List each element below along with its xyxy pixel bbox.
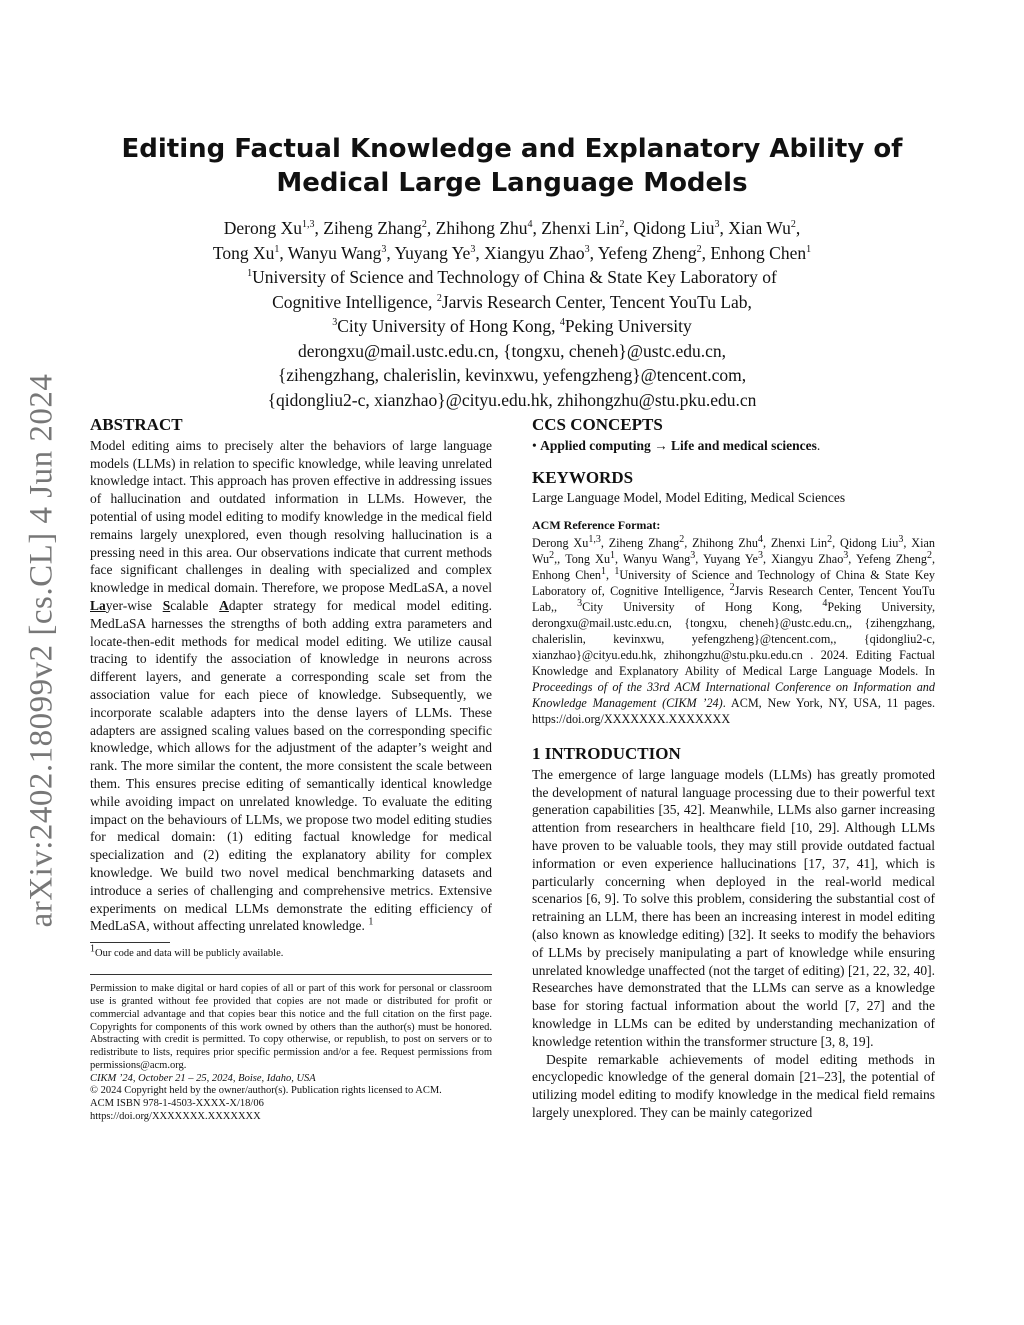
keywords-heading: KEYWORDS (532, 467, 634, 487)
footnote-rule (90, 942, 170, 943)
email-line-1: derongxu@mail.ustc.edu.cn, {tongxu, cheneh}@ustc.edu.cn, (297, 340, 727, 361)
introduction-heading: 1 INTRODUCTION (532, 743, 681, 763)
email-line-2: {zihengzhang, chalerislin, kevinxwu, yefengzheng}@tencent.com, (277, 365, 747, 385)
permission-notice: Permission to make digital or hard copies of all or part of this work for personal or classroom use is granted without fee provided that copies are not made or distributed for profit or commercial advantage and that copies bear this notice and the full citation on the first page. Copyrights for components of this work owned by others than the author(s) must be honored. Abstracting with credit is permitted. To copy otherwise, or republish, to post on servers or to redistribute to lists, requires prior specific permission and/or a fee. Request permissions from permissions@acm.org. (90, 983, 492, 1071)
ccs-heading: CCS CONCEPTS (532, 415, 663, 434)
abstract-heading: ABSTRACT (90, 415, 183, 434)
introduction-paragraph-2: Despite remarkable achievements of model editing methods in encyclopedic knowledge of the general domain [21–23], the potential of utilizing model editing to modify knowledge in the medical field remains largely unexplored. They can be mainly categorized (532, 1051, 935, 1120)
ccs-item: • Applied computing → Life and medical sciences. (532, 437, 821, 453)
left-column (90, 416, 492, 1124)
email-line-3: {qidongliu2-c, xianzhao}@cityu.edu.hk, zhihongzhu@stu.pku.edu.cn (267, 389, 757, 410)
affiliation-line-3: $^3$City University of Hong Kong, $^4$Peking University (332, 316, 692, 336)
isbn-line: ACM ISBN 978-1-4503-XXXX-X/18/06 (90, 1098, 264, 1110)
paper-title: Editing Factual Knowledge and Explanatory Ability of Medical Large Language Models (121, 134, 903, 198)
keywords-text: Large Language Model, Model Editing, Medical Sciences (532, 490, 846, 506)
permission-rule (90, 974, 492, 975)
author-block (110, 216, 914, 412)
doi-link[interactable]: https://doi.org/XXXXXXX.XXXXXXX (90, 1111, 261, 1123)
reference-format-text: Derong Xu$^{1,3}$, Ziheng Zhang$^2$, Zhihong Zhu$^4$, Zhenxi Lin$^2$, Qidong Liu$^3$, Xian Wu$^2$,, Tong Xu$^1$, Wanyu Wang$^3$, Yuyang Ye$^3$, Xiangyu Zhao$^3$, Yefeng Zheng$^2$, Enhong Chen$^1$, $^1$University of Science and Technology of China & State Key Laboratory of, Cognitive Intelligence, $^2$Jarvis Research Center, Tencent YouTu Lab,, $^3$City University of Hong Kong, $^4$Peking University, derongxu@mail.ustc.edu.cn, {tongxu, cheneh}@ustc.edu.cn,, {zihengzhang, chalerislin, kevinxwu, yefengzheng}@tencent.com,, {qidongliu2-c, xianzhao}@cityu.edu.hk, zhihongzhu@stu.pku.edu.cn . 2024. Editing Factual Knowledge and Explanatory Ability of Medical Large Language Models. In Proceedings of of the 33rd ACM International Conference on Information and Knowledge Management (CIKM ’24). ACM, New York, NY, USA, 11 pages. https://doi.org/XXXXXXX.XXXXXXX (532, 533, 936, 726)
arxiv-sidebar-stamp (12, 370, 72, 930)
arxiv-id: arXiv:2402.18099v2 [cs.CL] 4 Jun 2024 (23, 373, 60, 927)
affiliation-line-2: Cognitive Intelligence, $^2$Jarvis Research Center, Tencent YouTu Lab, (272, 291, 752, 312)
conference-info: CIKM ’24, October 21 – 25, 2024, Boise, Idaho, USA (90, 1072, 316, 1084)
reference-format-heading: ACM Reference Format: (532, 518, 661, 533)
affiliation-line-1: $^1$University of Science and Technology of China & State Key Laboratory of (247, 267, 777, 287)
right-column (532, 416, 935, 1122)
author-line-2: Tong Xu$^1$, Wanyu Wang$^3$, Yuyang Ye$^3$, Xiangyu Zhao$^3$, Yefeng Zheng$^2$, Enhong Chen$^1$ (212, 242, 812, 263)
abstract-text: Model editing aims to precisely alter the behaviors of large language models (LLMs) in relation to specific knowledge, while leaving unrelated knowledge intact. This approach has proven effective in addressing issues of hallucination and outdated information in LLMs. However, the potential of using model editing to modify knowledge in the medical field remains largely unexplored, even though resolving hallucination is a pressing need in this area. Our observations indicate that current methods face significant challenges in dealing with specialized and complex knowledge in medical domain. Therefore, we propose MedLaSA, a novel Layer-wise Scalable Adapter strategy for medical model editing. MedLaSA harnesses the strengths of both adding extra parameters and locate-then-edit methods for medical model editing. We utilize causal tracing to identify the association of knowledge in neurons across different layers, and generate a corresponding scale set from the association value for each piece of knowledge. Subsequently, we incorporate scalable adapters into the dense layers of LLMs. These adapters are assigned scaling values based on the corresponding specific knowledge, which allows for the adjustment of the adapter’s weight and rank. The more similar the content, the more consistent the scale between them. This ensures precise editing of semantically identical knowledge while avoiding impact on unrelated knowledge. To evaluate the editing impact on the behaviours of LLMs, we propose two model editing studies for medical domain: (1) editing factual knowledge for medical specialization and (2) editing the explanatory ability for complex knowledge. We build two novel medical benchmarking datasets and introduce a series of challenging and comprehensive metrics. Extensive experiments on medical LLMs demonstrate the editing efficiency of MedLaSA, without affecting unrelated knowledge. $^1$ (90, 437, 493, 934)
introduction-paragraph-1: The emergence of large language models (LLMs) has greatly promoted the development of natural language processing due to their powerful text generation capabilities [35, 42]. Meanwhile, LLMs also garner increasing attention from researchers in healthcare field [10, 29]. Although LLMs have proven to be valuable tools, they may still provide outdated factual information or even experience hallucinations [17, 37, 41], which is particularly concerning when deployed in the real-world medical scenarios [6, 9]. To solve this problem, considering the substantial cost of retraining an LLM, there has been an increasing interest in model editing (also known as knowledge editing) [32]. It seeks to modify the behaviors of LLMs by precisely manipulating a part of knowledge while ensuring unrelated knowledge unaffected (not the target of editing) [21, 22, 32, 40]. Researches have demonstrated that the LLMs can serve as a knowledge base for storing factual information about the world [7, 27] and the knowledge in LLMs can be edited by understanding mechanization of knowledge retention within the transformer structure [3, 8, 19]. (532, 766, 935, 1049)
copyright-line: © 2024 Copyright held by the owner/author(s). Publication rights licensed to ACM. (90, 1085, 442, 1097)
author-line-1: Derong Xu$^{1,3}$, Ziheng Zhang$^2$, Zhihong Zhu$^4$, Zhenxi Lin$^2$, Qidong Liu$^3$, Xian Wu$^2$, (223, 218, 801, 238)
footnote: $^1$Our code and data will be publicly available. (90, 943, 284, 960)
